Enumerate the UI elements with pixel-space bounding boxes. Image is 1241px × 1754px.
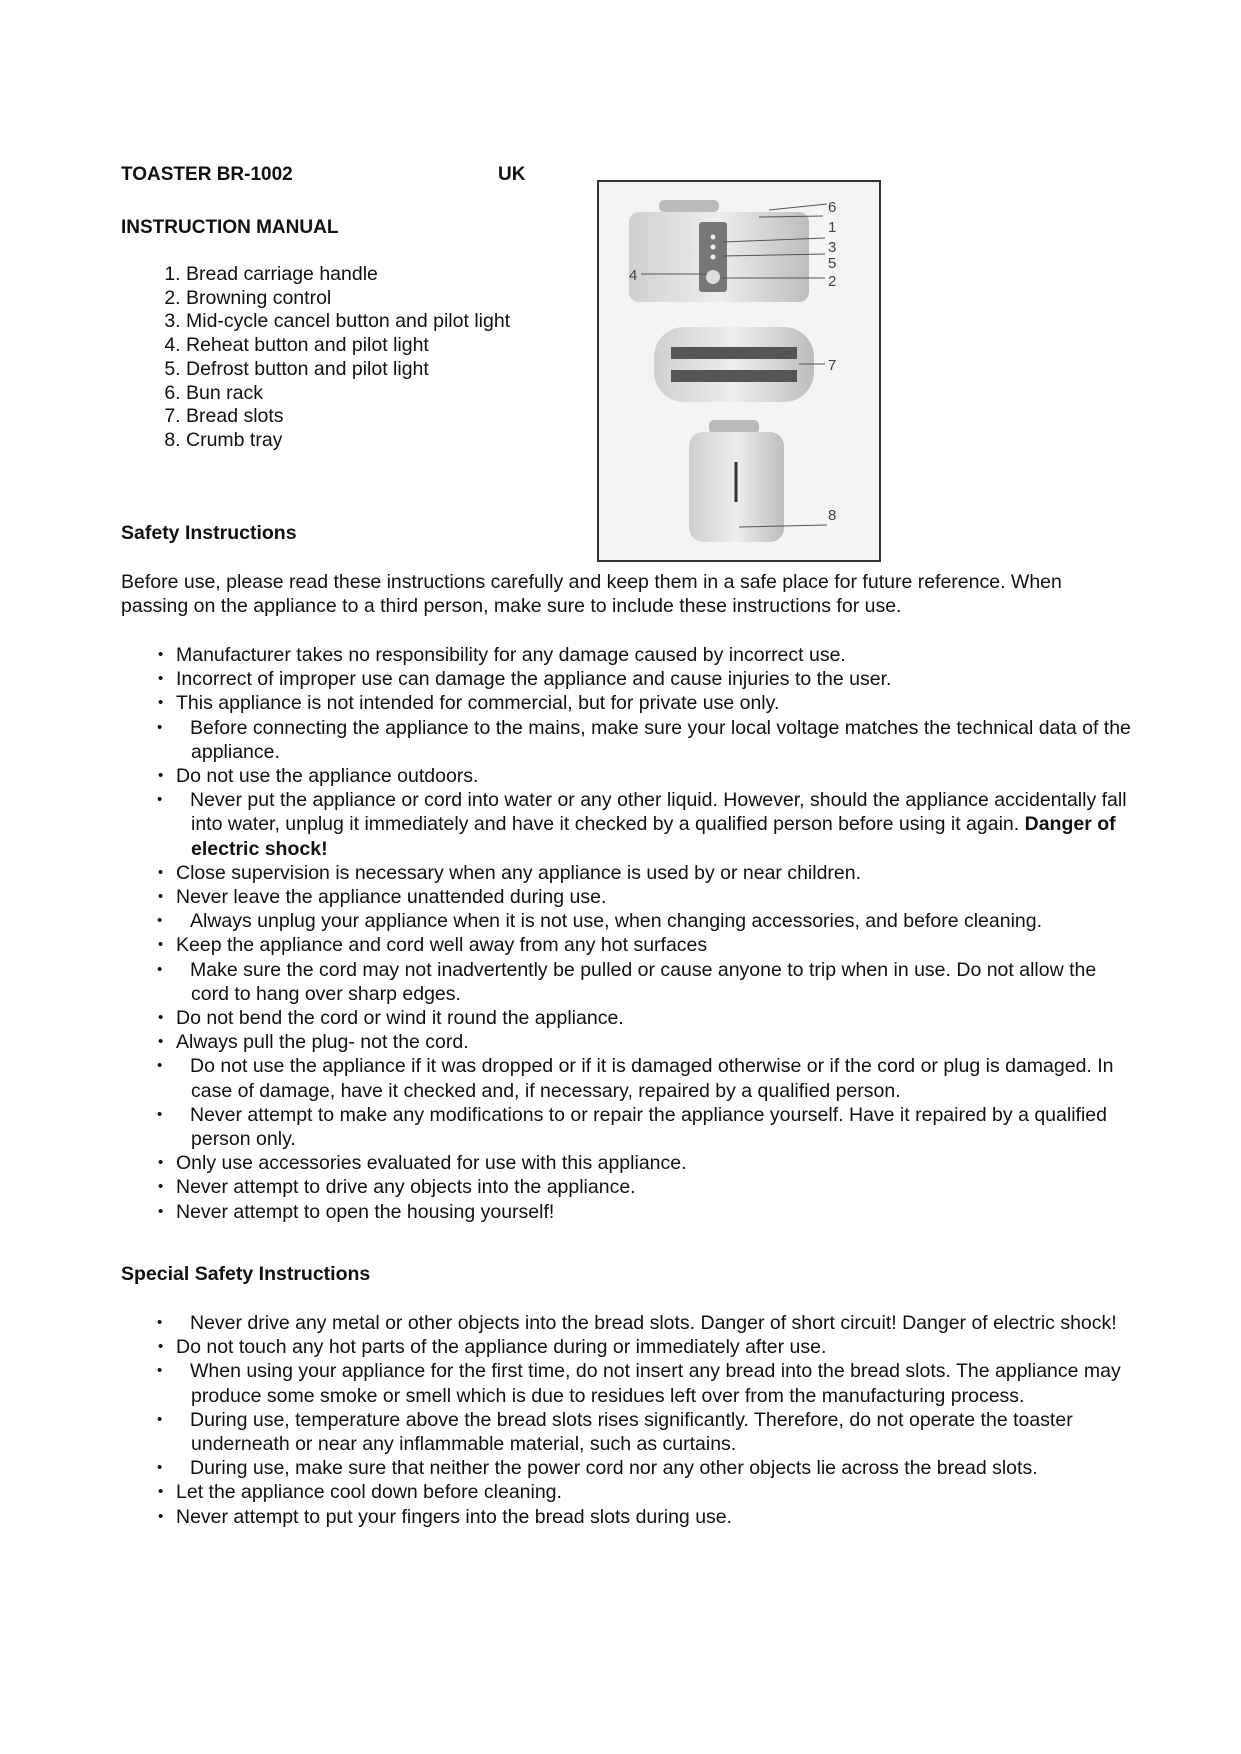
list-item: • Do not use the appliance outdoors. [155,764,1135,788]
parts-list [146,263,510,453]
list-item: • Keep the appliance and cord well away from any hot surfaces [155,933,1135,957]
list-item: • Never drive any metal or other objects into the bread slots. Danger of short circuit! Danger of electric shock! [155,1311,1135,1335]
list-item: • Always pull the plug- not the cord. [155,1030,1135,1054]
toaster-front-view [629,200,827,302]
callout-label: 8 [828,507,837,524]
callout-label: 4 [629,267,638,284]
list-item: • Never leave the appliance unattended during use. [155,885,1135,909]
list-item: • Never attempt to drive any objects into the appliance. [155,1175,1135,1199]
callout-label: 1 [828,219,837,236]
callout-label: 5 [828,255,837,272]
special-safety-list [155,1311,1135,1529]
part-item: 3. Mid-cycle cancel button and pilot light [186,310,510,334]
shock-warning: Danger of electric shock! [191,813,1116,860]
part-item: 8. Crumb tray [186,429,510,453]
list-item: • Do not touch any hot parts of the appliance during or immediately after use. [155,1335,1135,1359]
list-item: • Never attempt to put your fingers into the bread slots during use. [155,1505,1135,1529]
list-item: • Never attempt to open the housing yourself! [155,1200,1135,1224]
part-item: 4. Reheat button and pilot light [186,334,510,358]
part-item: 2. Browning control [186,287,510,311]
list-item: • Only use accessories evaluated for use with this appliance. [155,1151,1135,1175]
safety-heading: Safety Instructions [121,522,297,544]
list-item-text: Never put the appliance or cord into water or any other liquid. However, should the appliance accidentally fall into water, unplug it immediately and have it checked by a qualified person before using it again. [190,789,1127,836]
list-item: • Before connecting the appliance to the mains, make sure your local voltage matches the technical data of the appliance. [155,716,1135,764]
part-item: 1. Bread carriage handle [186,263,510,287]
list-item: • During use, temperature above the bread slots rises significantly. Therefore, do not operate the toaster underneath or near any inflammable material, such as curtains. [155,1408,1135,1456]
special-safety-heading: Special Safety Instructions [121,1263,371,1285]
language-code: UK [498,164,526,185]
list-item: • Do not use the appliance if it was dropped or if it is damaged otherwise or if the cord or plug is damaged. In case of damage, have it checked and, if necessary, repaired by a qualified person. [155,1054,1135,1102]
list-item: • Make sure the cord may not inadvertently be pulled or cause anyone to trip when in use. Do not allow the cord to hang over sharp edges. [155,958,1135,1006]
toaster-top-view [654,327,825,402]
part-item: 5. Defrost button and pilot light [186,358,510,382]
safety-list [155,643,1135,1224]
list-item: • Always unplug your appliance when it is not use, when changing accessories, and before cleaning. [155,909,1135,933]
document-subtitle: INSTRUCTION MANUAL [121,217,339,238]
callout-label: 3 [828,239,837,256]
callout-label: 2 [828,273,837,290]
list-item: • When using your appliance for the first time, do not insert any bread into the bread slots. The appliance may produce some smoke or smell which is due to residues left over from the manufacturing process. [155,1359,1135,1407]
list-item: • This appliance is not intended for commercial, but for private use only. [155,691,1135,715]
list-item: • Let the appliance cool down before cleaning. [155,1480,1135,1504]
part-item: 6. Bun rack [186,382,510,406]
list-item: • Manufacturer takes no responsibility for any damage caused by incorrect use. [155,643,1135,667]
callout-label: 7 [828,357,837,374]
part-item: 7. Bread slots [186,405,510,429]
list-item: • Incorrect of improper use can damage the appliance and cause injuries to the user. [155,667,1135,691]
callout-label: 6 [828,199,837,216]
document-title: TOASTER BR-1002 [121,164,293,185]
list-item: • During use, make sure that neither the power cord nor any other objects lie across the bread slots. [155,1456,1135,1480]
list-item: • Do not bend the cord or wind it round the appliance. [155,1006,1135,1030]
list-item: • Close supervision is necessary when any appliance is used by or near children. [155,861,1135,885]
toaster-diagram [597,180,881,562]
safety-intro: Before use, please read these instructions carefully and keep them in a safe place for future reference. When passing on the appliance to a third person, make sure to include these instructions for use. [121,571,1062,617]
list-item: • Never attempt to make any modifications to or repair the appliance yourself. Have it repaired by a qualified person only. [155,1103,1135,1151]
list-item [155,788,1135,861]
